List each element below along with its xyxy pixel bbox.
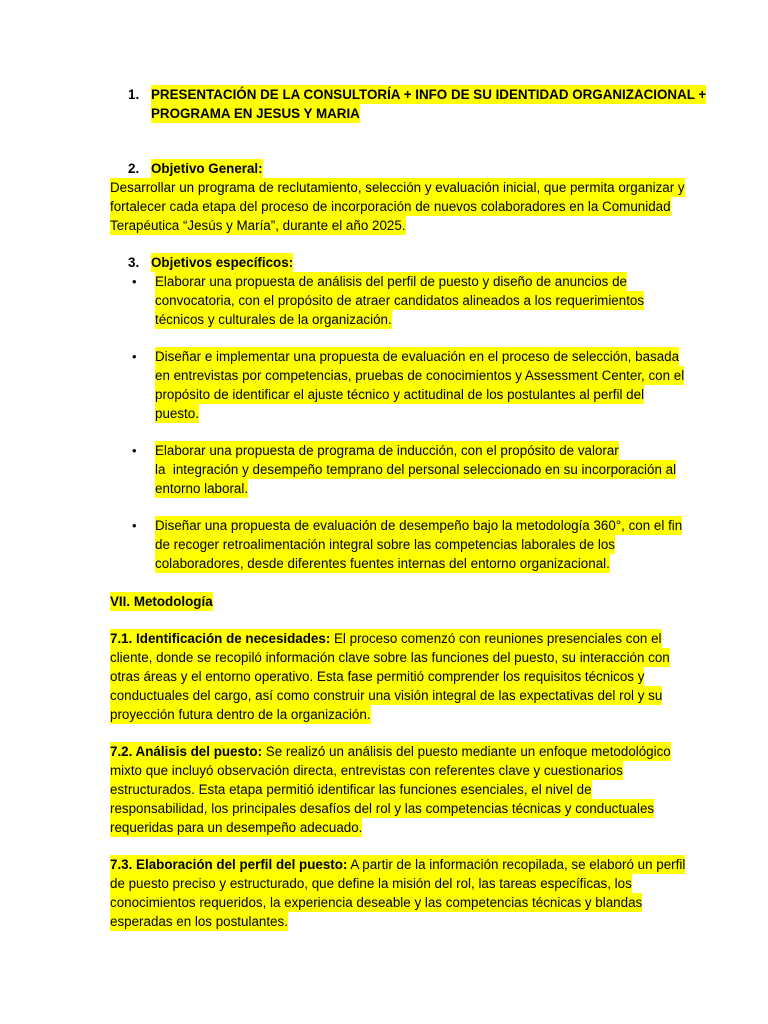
specific-objective-3-line-2: la integración y desempeño temprano del personal seleccionado en su incorporación al bbox=[155, 462, 677, 477]
specific-objective-4-line-3: colaboradores, desde diferentes fuentes internas del entorno organizacional. bbox=[155, 556, 610, 571]
subsection-7-2-line-4: responsabilidad, los principales desafíos del rol y las competencias técnicas y conductuales bbox=[110, 801, 655, 816]
specific-objective-3-line-1: Elaborar una propuesta de programa de inducción, con el propósito de valorar bbox=[155, 443, 619, 458]
specific-objective-2-line-1: Diseñar e implementar una propuesta de evaluación en el proceso de selección, basada bbox=[155, 349, 680, 364]
bullet-icon: • bbox=[132, 349, 137, 364]
subsection-7-1-text: El proceso comenzó con reuniones presenciales con el bbox=[330, 631, 662, 646]
specific-objective-1-line-2: convocatoria, con el propósito de atraer candidatos alineados a los requerimientos bbox=[155, 293, 645, 308]
subsection-7-2-text: Se realizó un análisis del puesto mediante un enfoque metodológico bbox=[262, 744, 671, 759]
specific-objective-1-line-1: Elaborar una propuesta de análisis del perfil de puesto y diseño de anuncios de bbox=[155, 274, 627, 289]
subsection-7-2-title: 7.2. Análisis del puesto: bbox=[110, 744, 263, 759]
subsection-7-1-line-2: cliente, donde se recopiló información clave sobre las funciones del puesto, su interacción con bbox=[110, 650, 670, 665]
section-1-title-line-1: PRESENTACIÓN DE LA CONSULTORÍA + INFO DE SU IDENTIDAD ORGANIZACIONAL + bbox=[151, 87, 707, 102]
subsection-7-1-line-1 bbox=[110, 629, 662, 648]
section-2-heading: Objetivo General: bbox=[151, 161, 263, 176]
subsection-7-2-line-1 bbox=[110, 742, 671, 761]
bullet-icon: • bbox=[132, 518, 137, 533]
subsection-7-3-line-4: esperadas en los postulantes. bbox=[110, 914, 288, 929]
specific-objective-4-line-1: Diseñar una propuesta de evaluación de desempeño bajo la metodología 360°, con el fin bbox=[155, 518, 683, 533]
section-1-number: 1. bbox=[128, 87, 140, 102]
specific-objective-3-line-3: entorno laboral. bbox=[155, 481, 249, 496]
section-3-heading: Objetivos específicos: bbox=[151, 255, 294, 270]
subsection-7-1-title: 7.1. Identificación de necesidades: bbox=[110, 631, 331, 646]
subsection-7-3-text: A partir de la información recopilada, se elaboró un perfil bbox=[347, 857, 686, 872]
specific-objective-1-line-3: técnicos y culturales de la organización. bbox=[155, 312, 392, 327]
specific-objective-4-line-2: de recoger retroalimentación integral sobre las competencias laborales de los bbox=[155, 537, 615, 552]
specific-objective-2-line-3: propósito de identificar el ajuste técnico y actitudinal de los postulantes al perfil del bbox=[155, 387, 645, 402]
subsection-7-1-line-4: conductuales del cargo, así como construir una visión integral de las expectativas del rol y su bbox=[110, 688, 663, 703]
methodology-heading: VII. Metodología bbox=[110, 594, 213, 609]
subsection-7-2-line-5: requeridas para un desempeño adecuado. bbox=[110, 820, 363, 835]
subsection-7-3-line-2: de puesto preciso y estructurado, que define la misión del rol, las tareas específicas, los bbox=[110, 876, 632, 891]
section-1-title-line-2: PROGRAMA EN JESUS Y MARIA bbox=[151, 106, 360, 121]
subsection-7-2-line-3: estructurados. Esta etapa permitió identificar las funciones esenciales, el nivel de bbox=[110, 782, 592, 797]
objective-general-line-2: fortalecer cada etapa del proceso de incorporación de nuevos colaboradores en la Comunidad bbox=[110, 199, 671, 214]
subsection-7-2-line-2: mixto que incluyó observación directa, entrevistas con referentes clave y cuestionarios bbox=[110, 763, 623, 778]
bullet-icon: • bbox=[132, 443, 137, 458]
subsection-7-3-title: 7.3. Elaboración del perfil del puesto: bbox=[110, 857, 348, 872]
objective-general-line-3: Terapéutica “Jesús y María”, durante el año 2025. bbox=[110, 218, 406, 233]
subsection-7-1-line-3: otras áreas y el entorno operativo. Esta fase permitió comprender los requisitos técnicos y bbox=[110, 669, 645, 684]
subsection-7-3-line-1 bbox=[110, 855, 685, 874]
specific-objective-2-line-2: en entrevistas por competencias, pruebas de conocimientos y Assessment Center, con el bbox=[155, 368, 685, 383]
section-2-number: 2. bbox=[128, 161, 140, 176]
section-3-number: 3. bbox=[128, 255, 140, 270]
objective-general-line-1: Desarrollar un programa de reclutamiento, selección y evaluación inicial, que permita organizar y bbox=[110, 180, 685, 195]
specific-objective-2-line-4: puesto. bbox=[155, 406, 199, 421]
bullet-icon: • bbox=[132, 274, 137, 289]
subsection-7-1-line-5: proyección futura dentro de la organización. bbox=[110, 707, 371, 722]
subsection-7-3-line-3: conocimientos requeridos, la experiencia deseable y las competencias técnicas y blandas bbox=[110, 895, 643, 910]
